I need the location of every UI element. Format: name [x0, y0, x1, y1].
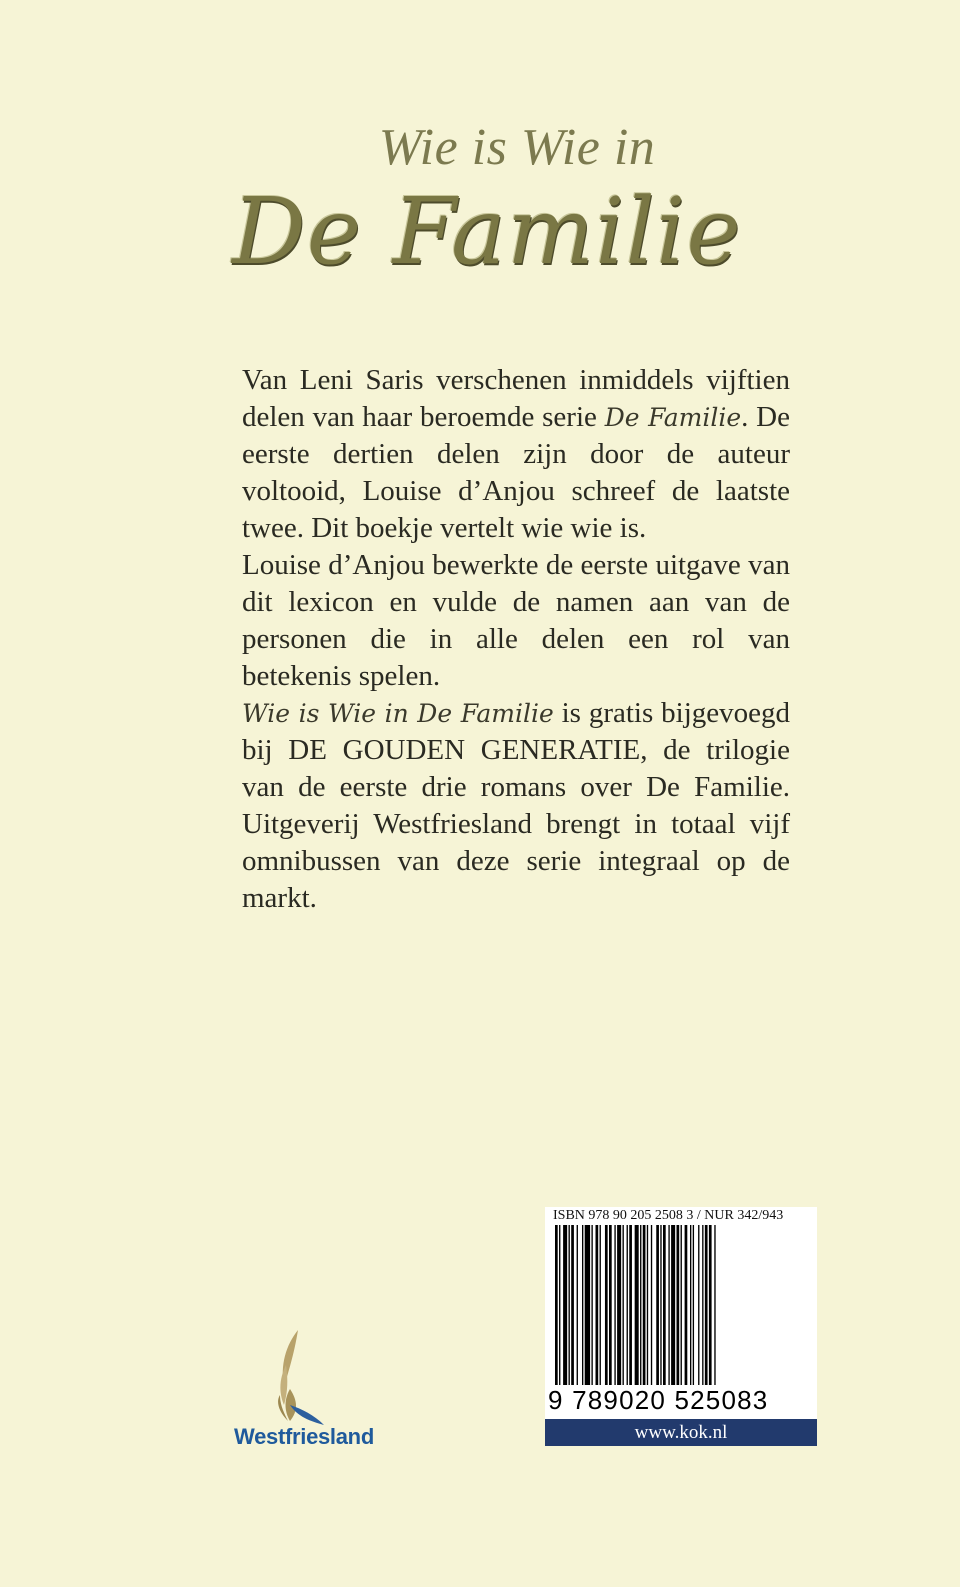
barcode-image	[553, 1225, 809, 1387]
publisher-name: Westfriesland	[234, 1424, 374, 1449]
blurb-p1-start: Van Leni Saris verschenen inmiddels vijftien delen van haar beroemde serie	[242, 364, 790, 433]
blurb-paragraph-1	[242, 362, 790, 547]
title-line-1: Wie is Wie in	[378, 119, 656, 176]
blurb-paragraph-2: Louise d’Anjou bewerkte de eerste uitgave van dit lexicon en vulde de namen aan van de personen die in alle delen een rol van betekenis spelen.	[242, 549, 790, 692]
isbn-text: ISBN 978 90 205 2508 3 / NUR 342/943	[553, 1208, 784, 1223]
blurb-paragraph-3	[242, 695, 790, 917]
blurb-p1-end: . De eerste dertien delen zijn door de auteur voltooid, Louise d’Anjou schreef de laatste twee. Dit boekje vertelt wie wie is.	[242, 401, 790, 544]
book-title-inline: Wie is Wie in De Familie	[242, 699, 554, 728]
blurb-p3-end: is gratis bijgevoegd bij DE GOUDEN GENERATIE, de trilogie van de eerste drie romans over De Familie. Uitgeverij Westfriesland brengt in totaal vijf omnibussen van deze serie integraal op de markt.	[242, 697, 790, 914]
blurb-text	[242, 362, 790, 917]
series-title-inline: De Familie	[604, 403, 742, 432]
publisher-url: www.kok.nl	[545, 1419, 817, 1446]
title-line-2: De Familie	[232, 178, 742, 285]
barcode-digits: 9 789020 525083	[548, 1385, 769, 1415]
